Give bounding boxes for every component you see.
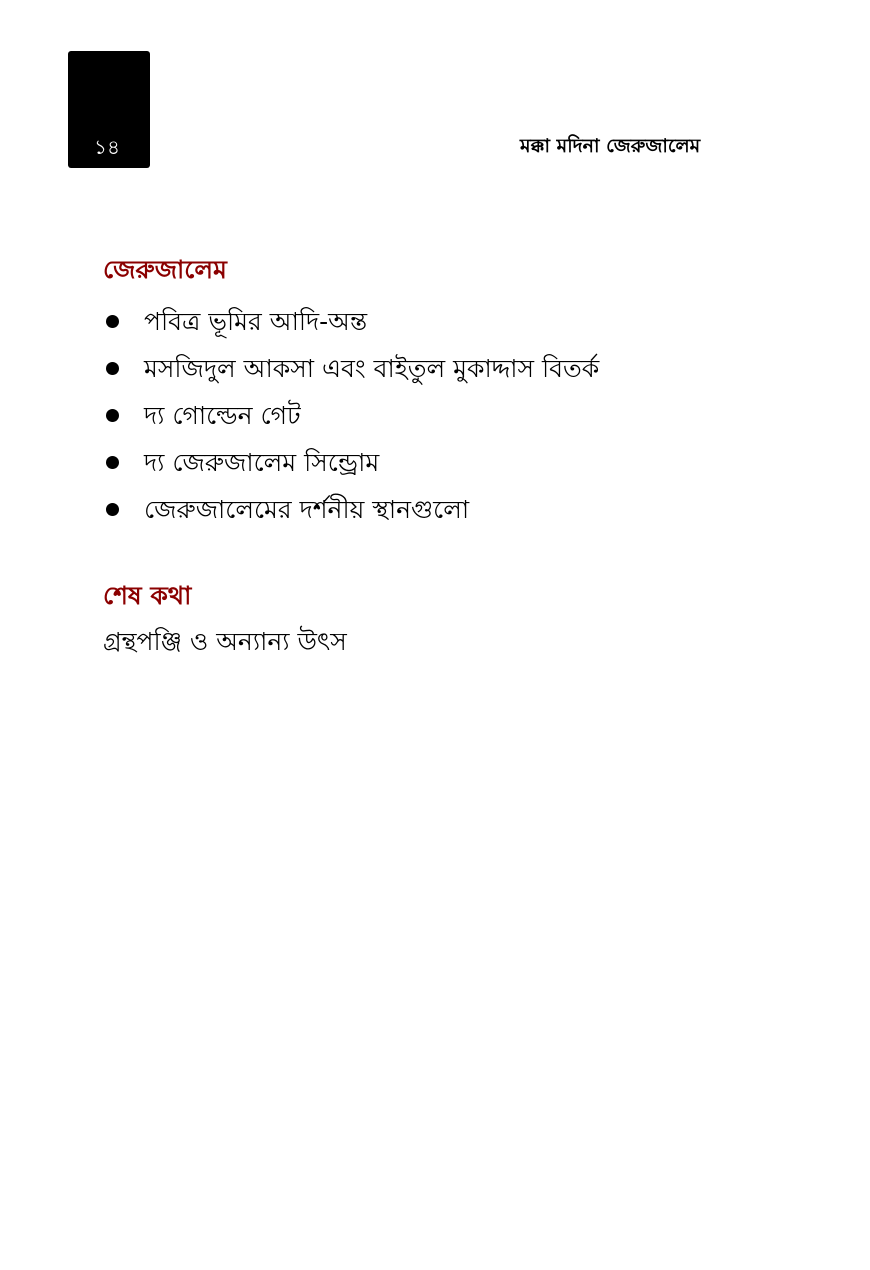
page-number: ১৪	[94, 135, 120, 159]
toc-item-label: দ্য গোল্ডেন গেট	[144, 400, 301, 430]
running-header-title: মক্কা মদিনা জেরুজালেম	[520, 135, 701, 157]
toc-item-label: জেরুজালেমের দর্শনীয় স্থানগুলো	[144, 494, 470, 524]
bullet-icon	[106, 456, 119, 469]
toc-item-label: পবিত্র ভূমির আদি-অন্ত	[144, 306, 368, 336]
toc-item-label: দ্য জেরুজালেম সিন্ড্রোম	[144, 447, 380, 477]
toc-item	[103, 486, 599, 533]
toc-item	[103, 298, 599, 345]
toc-item-label: মসজিদুল আকসা এবং বাইতুল মুকাদ্দাস বিতর্ক	[144, 353, 600, 383]
toc-item	[103, 345, 599, 392]
bullet-icon	[106, 503, 119, 516]
bibliography-entry: গ্রন্থপঞ্জি ও অন্যান্য উৎস	[103, 627, 347, 656]
bullet-icon	[106, 362, 119, 375]
bullet-icon	[106, 409, 119, 422]
bullet-icon	[106, 315, 119, 328]
section-heading-jerusalem: জেরুজালেম	[103, 255, 227, 284]
toc-item	[103, 439, 599, 486]
toc-list-jerusalem	[103, 298, 599, 533]
section-heading-closing-words: শেষ কথা	[103, 581, 192, 610]
toc-item	[103, 392, 599, 439]
